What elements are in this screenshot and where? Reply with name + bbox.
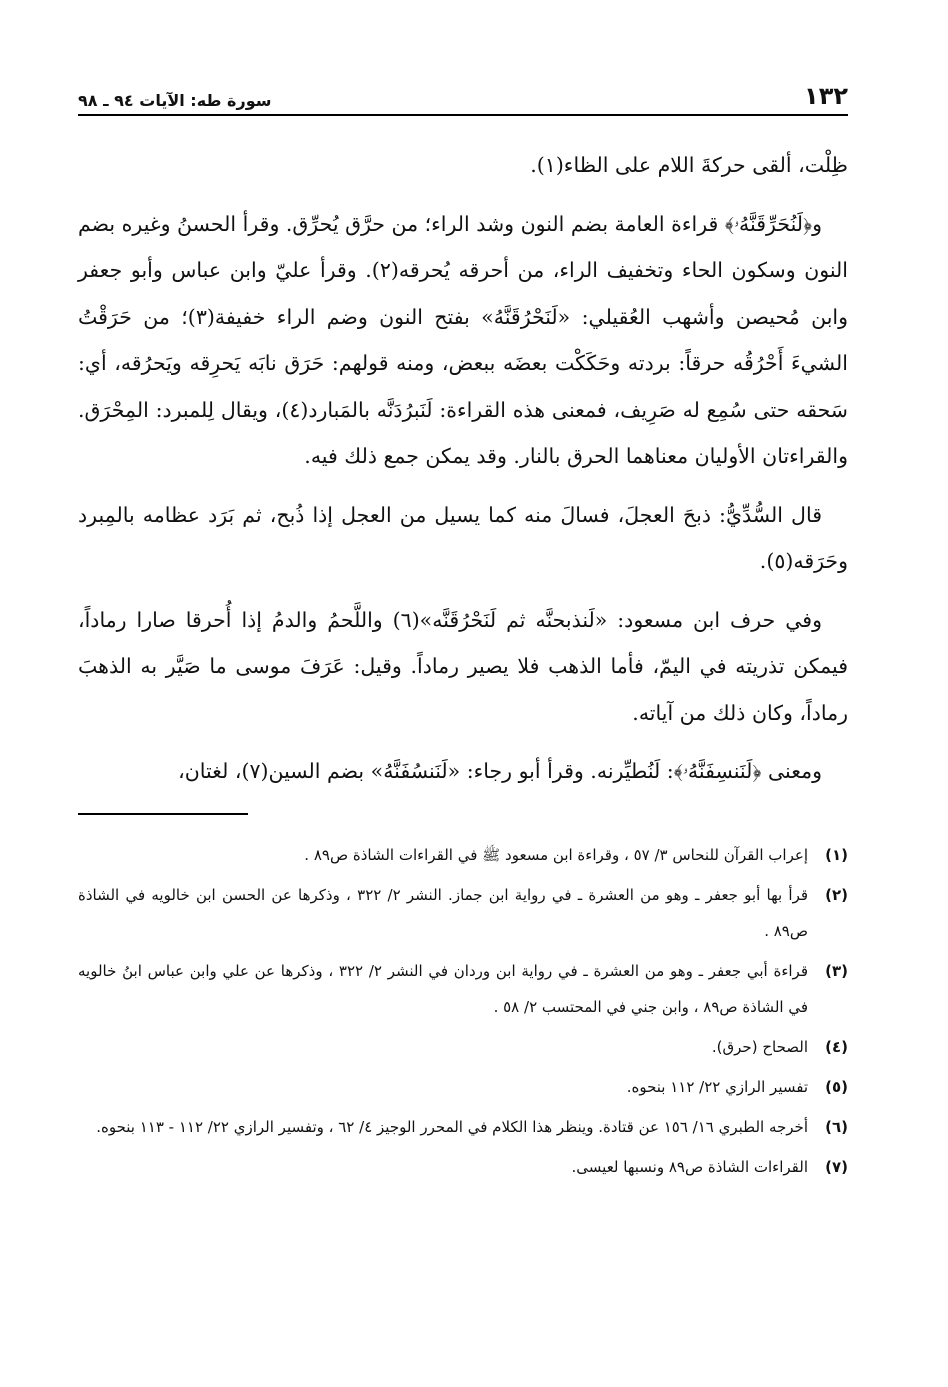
footnotes <box>78 837 848 1185</box>
footnote-number: (٢) <box>825 885 848 904</box>
footnote-text: قراءة أبي جعفر ـ وهو من العشرة ـ في رواية ابن وردان في النشر ٢/ ٣٢٢ ، وذكرها عن علي وابن عباس ابنُ خالويه في الشاذة ص٨٩ ، وابن جني في المحتسب ٢/ ٥٨ . <box>78 961 808 1016</box>
footnote-separator <box>78 813 248 815</box>
main-text <box>78 142 848 795</box>
footnote-number: (١) <box>825 845 848 864</box>
footnote-text: قرأ بها أبو جعفر ـ وهو من العشرة ـ في رواية ابن جماز. النشر ٢/ ٣٢٢ ، وذكرها عن الحسن ابن خالويه في الشاذة ص٨٩ . <box>78 885 809 940</box>
footnote-text: تفسير الرازي ٢٢/ ١١٢ بنحوه. <box>626 1077 808 1096</box>
footnote <box>78 877 848 949</box>
paragraph: و﴿لَنُحَرِّقَنَّهُۥ﴾ قراءة العامة بضم النون وشد الراء؛ من حرَّق يُحرِّق. وقرأ الحسنُ وغيره بضم النون وسكون الحاء وتخفيف الراء، من أحرقه يُحرقه(٢). وقرأ عليّ وابن عباس وأبو جعفر وابن مُحيصن وأشهب العُقيلي: «لَنَحْرُقَنَّهُ» بفتح النون وضم الراء خفيفة(٣)؛ من حَرَقْتُ الشيءَ أَحْرُقُه حرقاً: بردته وحَكَكْت بعضَه ببعض، ومنه قولهم: حَرَق نابَه يَحرِقه ويَحرُقه، أي: سَحقه حتى سُمِع له صَرِيف، فمعنى هذه القراءة: لَنَبرُدَنَّه بالمَبارد(٤)، ويقال لِلمبرد: المِحْرَق. والقراءتان الأوليان معناهما الحرق بالنار. وقد يمكن جمع ذلك فيه. <box>78 211 848 468</box>
footnote-separator-wrap <box>78 807 848 837</box>
paragraph: ظِلْت، ألقى حركةَ اللام على الظاء(١). <box>530 153 848 177</box>
footnote <box>78 1109 848 1145</box>
footnote <box>78 1029 848 1065</box>
footnote-number: (٣) <box>825 961 848 980</box>
running-title: سورة طه: الآيات ٩٤ ـ ٩٨ <box>78 91 272 110</box>
footnote-number: (٧) <box>825 1157 848 1176</box>
footnote-text: القراءات الشاذة ص٨٩ ونسبها لعيسى. <box>571 1157 808 1176</box>
paragraph: وفي حرف ابن مسعود: «لَنذبحنَّه ثم لَنَحْرُقَنَّه»(٦) واللَّحمُ والدمُ إذا أُحرقا صارا رماداً، فيمكن تذريته في اليمّ، فأما الذهب فلا يصير رماداً. وقيل: عَرَفَ موسى ما صَيَّر به الذهبَ رماداً، وكان ذلك من آياته. <box>78 607 848 725</box>
footnote <box>78 1069 848 1105</box>
footnote-number: (٥) <box>825 1077 848 1096</box>
page-header <box>78 70 848 116</box>
footnote-number: (٤) <box>825 1037 848 1056</box>
footnote <box>78 1149 848 1185</box>
footnote-text: إعراب القرآن للنحاس ٣/ ٥٧ ، وقراءة ابن مسعود ﷺ في القراءات الشاذة ص٨٩ . <box>304 845 808 864</box>
footnote-number: (٦) <box>825 1117 848 1136</box>
book-page <box>78 70 848 1360</box>
page-number: ١٣٢ <box>804 82 848 110</box>
footnote <box>78 837 848 873</box>
footnote-text: أخرجه الطبري ١٦/ ١٥٦ عن قتادة. وينظر هذا الكلام في المحرر الوجيز ٤/ ٦٢ ، وتفسير الرازي ٢٢/ ١١٢ - ١١٣ بنحوه. <box>96 1117 808 1136</box>
paragraph: قال السُّدِّيُّ: ذبحَ العجلَ، فسالَ منه كما يسيل من العجل إذا ذُبح، ثم بَرَد عظامه بالمِبرد وحَرَقه(٥). <box>78 502 848 573</box>
footnote-text: الصحاح (حرق). <box>711 1037 808 1056</box>
footnote <box>78 953 848 1025</box>
paragraph: ومعنى ﴿لَنَنسِفَنَّهُۥ﴾: لَنُطيِّرنه. وقرأ أبو رجاء: «لَنَنسُفَنَّهُ» بضم السين(٧)، لغتان، <box>178 759 822 783</box>
